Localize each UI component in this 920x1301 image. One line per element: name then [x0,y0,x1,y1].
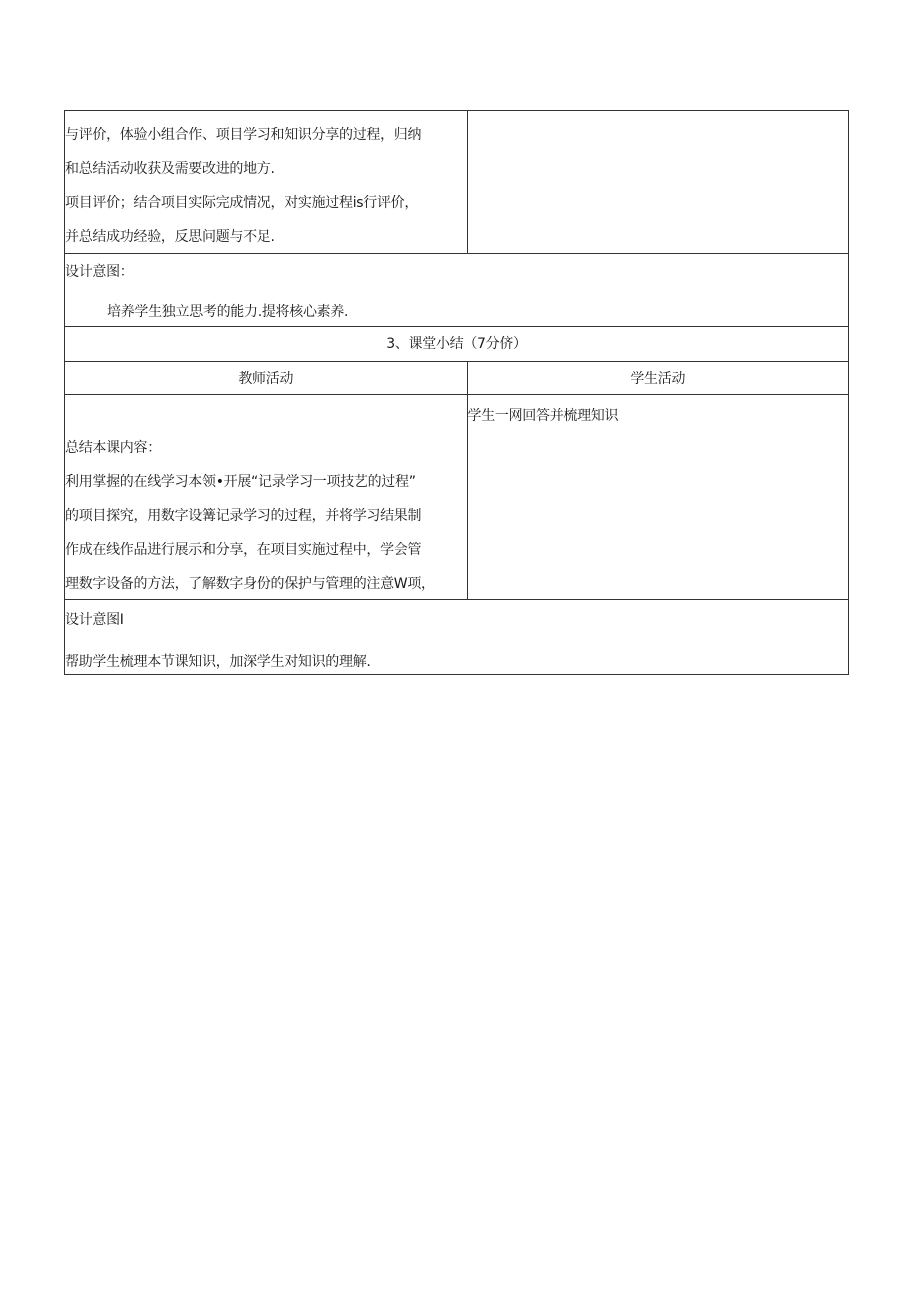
section-title-cell [65,327,849,362]
continuation-line: 并总结成功经验，反思问题与不足. [65,229,275,245]
design-intent-cell-2 [65,600,849,675]
section-title-row [65,327,849,362]
teacher-activity-line: 利用掌握的在线学习本领•开展“记录学习一项技艺的过程” [65,474,416,490]
continuation-row [65,111,849,254]
design-intent-label: 设计意图： [65,264,134,280]
activity-row [65,395,849,600]
continuation-cell [65,111,468,254]
design-intent-text-2: 帮助学生梳理本节课知识，加深学生对知识的理解. [65,654,371,670]
student-activity-cell [467,395,849,600]
continuation-line: 项目评价；结合项目实际完成情况，对实施过程is行评价， [65,195,419,211]
teacher-activity-cell [65,395,468,600]
student-activity-text: 学生一网回答并梳理知识 [467,408,619,424]
design-intent-text: 培养学生独立思考的能力.提将核心素养. [107,304,349,320]
continuation-line: 与评价，体验小组合作、项目学习和知识分享的过程，归纳 [65,127,422,143]
design-intent-row [65,254,849,327]
header-row [65,362,849,395]
student-activity-header: 学生活动 [630,371,686,387]
teacher-activity-line: 理数字设备的方法，了解数字身份的保护与管理的注意W项， [65,576,435,592]
design-intent-cell [65,254,849,327]
section-title: 3、课堂小结（7分侪） [386,336,527,352]
teacher-activity-line: 总结本课内容： [65,440,161,456]
student-header-cell [467,362,849,395]
lesson-plan-table [64,110,849,675]
teacher-activity-header: 教师活动 [238,371,294,387]
teacher-header-cell [65,362,468,395]
design-intent-label-2: 设计意图I [65,612,124,628]
design-intent-row-2 [65,600,849,675]
teacher-activity-line: 作成在线作品进行展示和分享，在项目实施过程中，学会管 [65,542,422,558]
continuation-line: 和总结活动收获及需要改进的地方. [65,161,275,177]
teacher-activity-line: 的项目探究，用数字设篝记录学习的过程，并将学习结果制 [65,508,422,524]
continuation-empty-cell [467,111,849,254]
